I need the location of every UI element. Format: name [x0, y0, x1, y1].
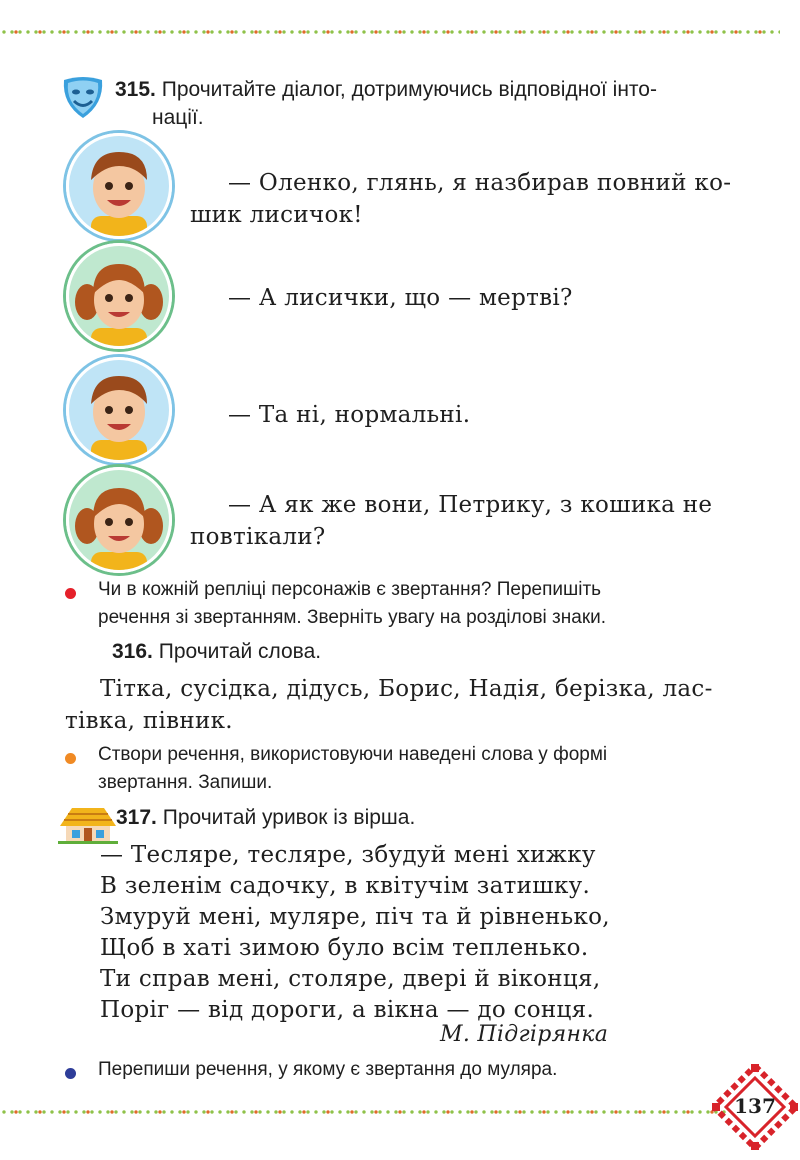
- exercise-instruction: Прочитай уривок із вірша.: [162, 806, 416, 829]
- words-line: тівка, півник.: [65, 708, 233, 734]
- dialogue-line: — Та ні, нормальні.: [228, 402, 471, 428]
- task-text: Чи в кожній репліці персонажів є звертання? Перепишіть: [98, 579, 602, 600]
- boy-avatar: [66, 133, 172, 239]
- red-bullet-icon: [65, 588, 76, 599]
- exercise-315-heading: [115, 78, 657, 102]
- task-text: звертання. Запиши.: [98, 772, 273, 793]
- exercise-number: 317.: [116, 806, 157, 829]
- poem-line: Ти справ мені, столяре, двері й віконця,: [100, 966, 601, 992]
- dialogue-line: — А лисички, що — мертві?: [228, 285, 573, 311]
- poem-line: В зеленім садочку, в квітучім затишку.: [100, 873, 591, 899]
- dialogue-line: повтікали?: [190, 524, 326, 550]
- top-ornament-border: [0, 28, 780, 36]
- exercise-instruction: Прочитай слова.: [158, 640, 322, 663]
- page-number-badge: [712, 1064, 798, 1150]
- poem-line: — Тесляре, тесляре, збудуй мені хижку: [100, 842, 596, 868]
- girl-avatar: [66, 467, 172, 573]
- bottom-ornament-border: [0, 1108, 730, 1116]
- boy-avatar: [66, 357, 172, 463]
- exercise-number: 315.: [115, 78, 156, 101]
- poem-line: Змуруй мені, муляре, піч та й рівненько,: [100, 904, 610, 930]
- dialogue-line: — А як же вони, Петрику, з кошика не: [228, 492, 713, 518]
- poem-author: М. Підгірянка: [440, 1022, 609, 1047]
- exercise-instruction: Прочитайте діалог, дотримуючись відповідної інто-: [161, 78, 657, 101]
- poem-line: Щоб в хаті зимою було всім тепленько.: [100, 935, 589, 961]
- task-text: Створи речення, використовуючи наведені слова у формі: [98, 744, 608, 765]
- poem-line: Поріг — від дороги, а вікна — до сонця.: [100, 997, 595, 1023]
- orange-bullet-icon: [65, 753, 76, 764]
- girl-avatar: [66, 243, 172, 349]
- task-text: Перепиши речення, у якому є звертання до муляра.: [98, 1059, 558, 1080]
- dialogue-line: — Оленко, глянь, я назбирав повний ко-: [228, 170, 732, 196]
- exercise-317-heading: [116, 806, 415, 830]
- theatre-mask-icon: [60, 74, 106, 120]
- exercise-number: 316.: [112, 640, 153, 663]
- task-text: речення зі звертанням. Зверніть увагу на розділові знаки.: [98, 607, 607, 628]
- dialogue-line: шик лисичок!: [190, 202, 363, 228]
- blue-bullet-icon: [65, 1068, 76, 1079]
- exercise-316-heading: [112, 640, 321, 664]
- words-line: Тітка, сусідка, дідусь, Борис, Надія, берізка, лас-: [100, 676, 713, 702]
- page-number: 137: [734, 1094, 776, 1118]
- exercise-instruction-cont: нації.: [152, 106, 204, 129]
